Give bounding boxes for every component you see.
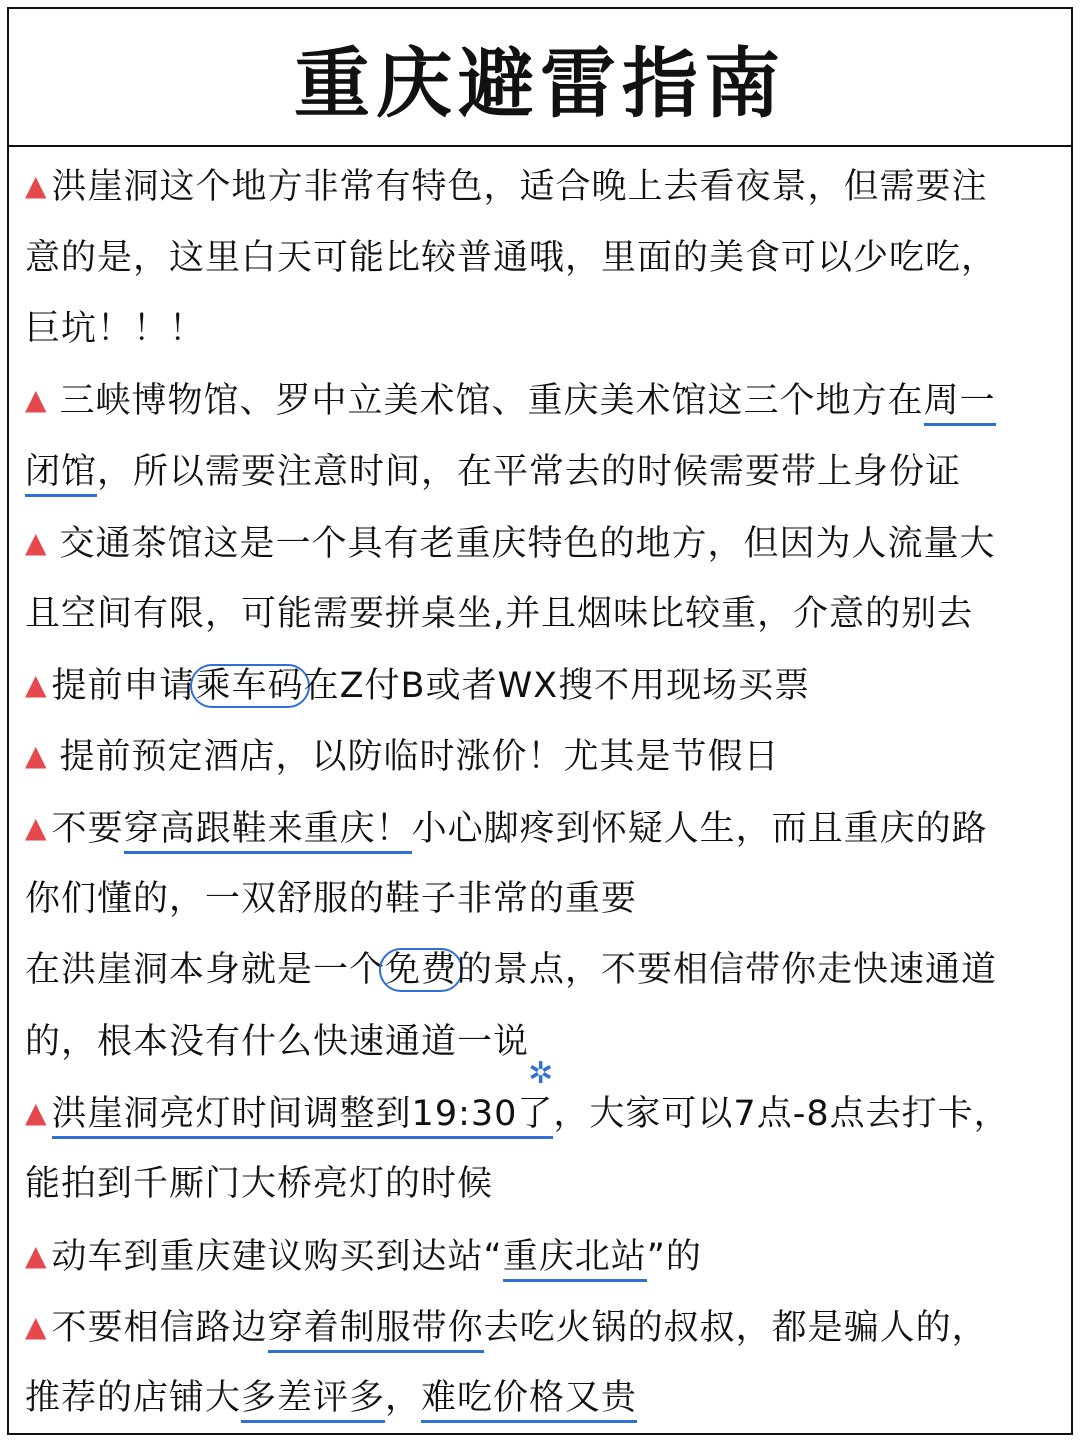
text: 动车到重庆建议购买到达站“: [51, 1237, 503, 1277]
text: 且空间有限，可能需要拼桌坐,并且烟味比较重，介意的别去: [25, 594, 974, 634]
tip-3-line-2: [25, 592, 973, 636]
triangle-icon: ▲: [25, 668, 48, 701]
text: 小心脚疼到怀疑人生，而且重庆的路: [411, 809, 988, 849]
underline-mark: 重庆北站: [503, 1237, 647, 1282]
page-title: 重庆避雷指南: [294, 38, 786, 128]
text: 交通茶馆这是一个具有老重庆特色的地方，但因为人流量大: [59, 524, 996, 564]
tip-2-line-1: [25, 378, 996, 422]
triangle-icon: ▲: [25, 1096, 48, 1129]
tip-1-line-2: [25, 236, 997, 280]
tip-5-line-1: [25, 734, 780, 778]
underline-mark: 难吃价格又贵: [421, 1378, 637, 1423]
tip-7-line-2: [25, 1020, 529, 1064]
text: 三峡博物馆、罗中立美术馆、重庆美术馆这三个地方在: [59, 381, 924, 421]
triangle-icon: ▲: [25, 739, 48, 772]
text: ，所以需要注意时间，在平常去的时候需要带上身份证: [97, 452, 962, 492]
triangle-icon: ▲: [25, 811, 48, 844]
underline-mark: 洪崖洞亮灯时间调整到19:30了: [52, 1094, 554, 1139]
text: ，: [385, 1378, 422, 1418]
text: 提前申请: [51, 666, 196, 706]
text: 你们懂的，一双舒服的鞋子非常的重要: [25, 879, 638, 919]
underline-mark: 多差评多: [241, 1378, 385, 1423]
tip-3-line-1: [25, 521, 996, 565]
tip-10-line-1: [25, 1305, 988, 1349]
text: 能拍到千厮门大桥亮灯的时候: [25, 1164, 494, 1204]
text: 的景点，不要相信带你走快速通道: [457, 950, 998, 990]
tip-10-line-2: [25, 1376, 637, 1420]
text: 的，根本没有什么快速通道一说: [25, 1022, 530, 1062]
text: 洪崖洞这个地方非常有特色，适合晚上去看夜景，但需要注: [51, 167, 988, 207]
triangle-icon: ▲: [25, 383, 48, 416]
text: 巨坑！！！: [25, 309, 206, 349]
star-doodle-icon: ✲: [528, 1056, 554, 1091]
underline-mark: 穿高跟鞋来重庆！: [124, 809, 412, 854]
text: 在Z付B或者WX搜不用现场买票: [303, 666, 811, 706]
circle-mark: 免费: [379, 948, 463, 992]
text: 去吃火锅的叔叔，都是骗人的，: [483, 1308, 988, 1348]
tip-7-line-1: [25, 948, 997, 992]
triangle-icon: ▲: [25, 169, 48, 202]
underline-mark: 周一: [924, 381, 996, 426]
underline-mark: 闭馆: [25, 452, 97, 497]
text: 不要相信路边: [51, 1308, 268, 1348]
text: 不要: [51, 809, 124, 849]
tip-2-line-2: [25, 450, 961, 494]
tip-8-line-2: [25, 1162, 493, 1206]
text: 在洪崖洞本身就是一个: [25, 950, 386, 990]
triangle-icon: ▲: [25, 1239, 48, 1272]
text: 提前预定酒店，以防临时涨价！尤其是节假日: [59, 737, 780, 777]
tip-8-line-1: [25, 1091, 1010, 1135]
text: ”的: [646, 1237, 702, 1277]
triangle-icon: ▲: [25, 526, 48, 559]
underline-mark: 穿着制服带你: [268, 1308, 484, 1353]
circle-mark: 乘车码: [190, 664, 310, 708]
text: ，大家可以7点-8点去打卡，: [553, 1094, 1010, 1134]
tip-9-line-1: [25, 1234, 702, 1278]
tip-4-line-1: [25, 663, 810, 707]
tip-1-line-1: [25, 164, 988, 208]
tip-6-line-2: [25, 877, 637, 921]
tip-6-line-1: [25, 806, 988, 850]
text: 意的是，这里白天可能比较普通哦，里面的美食可以少吃吃，: [25, 238, 998, 278]
text: 推荐的店铺大: [25, 1378, 242, 1418]
tip-1-line-3: [25, 307, 205, 351]
triangle-icon: ▲: [25, 1310, 48, 1343]
